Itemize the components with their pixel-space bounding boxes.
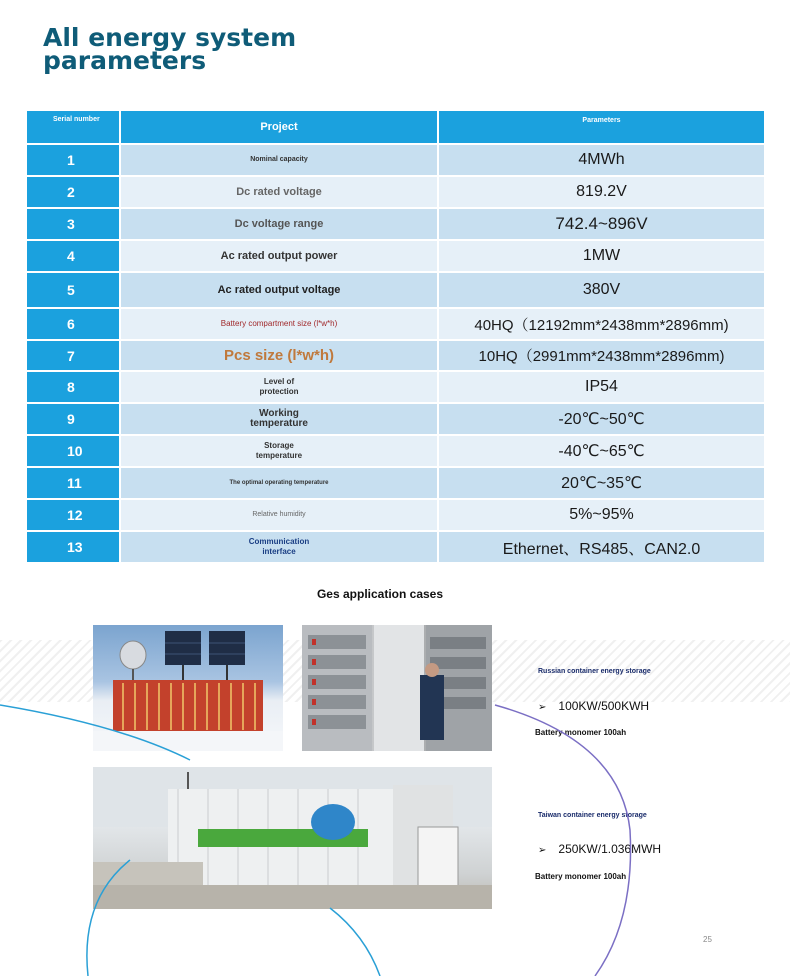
table-row [27, 207, 764, 239]
case-1-cell: Battery monomer 100ah [535, 728, 627, 737]
table-row [27, 239, 764, 271]
row-value: 4MWh [437, 145, 764, 175]
row-number: 12 [27, 500, 119, 530]
table-header-row [27, 111, 764, 143]
page-number: 25 [703, 935, 712, 944]
page-title [43, 23, 297, 75]
row-value: 819.2V [437, 177, 764, 207]
case-cell-2: Battery monomer 100ah [535, 872, 627, 881]
row-value: -20℃~50℃ [437, 404, 764, 434]
case-1-name: Russian container energy storage [538, 668, 651, 675]
parameters-table [27, 111, 764, 562]
row-number: 4 [27, 241, 119, 271]
row-project: Level of protection [119, 372, 437, 402]
page-title-line-1: All energy system [43, 23, 297, 52]
row-number: 1 [27, 145, 119, 175]
row-value: 380V [437, 273, 764, 307]
header-serial-number: Serial number [53, 116, 100, 123]
case-1-spec [538, 699, 649, 713]
row-number: 11 [27, 468, 119, 498]
table-row [27, 370, 764, 402]
row-project: Nominal capacity [119, 145, 437, 175]
table-row [27, 339, 764, 370]
row-number: 13 [27, 532, 119, 562]
table-row [27, 175, 764, 207]
page-title-line-2: parameters [43, 46, 207, 75]
taiwan-container-illustration [93, 767, 492, 909]
row-project: Battery compartment size (l*w*h) [119, 309, 437, 339]
row-project: Working temperature [119, 404, 437, 434]
header-parameters: Parameters [437, 111, 764, 143]
table-row [27, 307, 764, 339]
row-project: Dc rated voltage [119, 177, 437, 207]
row-project: Ac rated output voltage [119, 273, 437, 307]
row-value: 40HQ（12192mm*2438mm*2896mm) [437, 309, 764, 339]
row-value: 20℃~35℃ [437, 468, 764, 498]
row-project: The optimal operating temperature [119, 468, 437, 498]
row-value: IP54 [437, 372, 764, 402]
row-number: 6 [27, 309, 119, 339]
case-2-spec-value: 250KW/1.036MWH [558, 842, 662, 856]
cases-title: Ges application cases [316, 587, 444, 601]
row-value: 742.4~896V [437, 209, 764, 239]
russian-container-photo [93, 625, 283, 751]
arrow-bullet-icon: ➢ [538, 845, 547, 856]
row-value: Ethernet、RS485、CAN2.0 [437, 532, 764, 562]
header-project: Project [119, 111, 437, 143]
case-2-name: Taiwan container energy storage [538, 812, 647, 819]
row-value: 1MW [437, 241, 764, 271]
row-number: 2 [27, 177, 119, 207]
row-value: -40℃~65℃ [437, 436, 764, 466]
row-project: Relative humidity [119, 500, 437, 530]
row-number: 8 [27, 372, 119, 402]
row-project: Dc voltage range [119, 209, 437, 239]
row-value: 5%~95% [437, 500, 764, 530]
arrow-bullet-icon: ➢ [538, 702, 547, 713]
row-project: Communication interface [119, 532, 437, 562]
row-number: 3 [27, 209, 119, 239]
row-project: Ac rated output power [119, 241, 437, 271]
row-project: Pcs size (l*w*h) [119, 341, 437, 370]
battery-rack-illustration [302, 625, 492, 751]
row-number: 9 [27, 404, 119, 434]
table-row [27, 466, 764, 498]
case-2-spec [538, 842, 661, 856]
row-project: Storage temperature [119, 436, 437, 466]
row-number: 10 [27, 436, 119, 466]
table-row [27, 143, 764, 175]
table-row [27, 498, 764, 530]
taiwan-container-photo [93, 767, 492, 909]
row-number: 5 [27, 273, 119, 307]
table-row [27, 402, 764, 434]
row-number: 7 [27, 341, 119, 370]
battery-rack-photo [302, 625, 492, 751]
table-row [27, 434, 764, 466]
table-row [27, 530, 764, 562]
russian-container-illustration [93, 625, 283, 751]
row-value: 10HQ（2991mm*2438mm*2896mm) [437, 341, 764, 370]
case-1-spec-value: 100KW/500KWH [558, 699, 650, 713]
table-row [27, 271, 764, 307]
